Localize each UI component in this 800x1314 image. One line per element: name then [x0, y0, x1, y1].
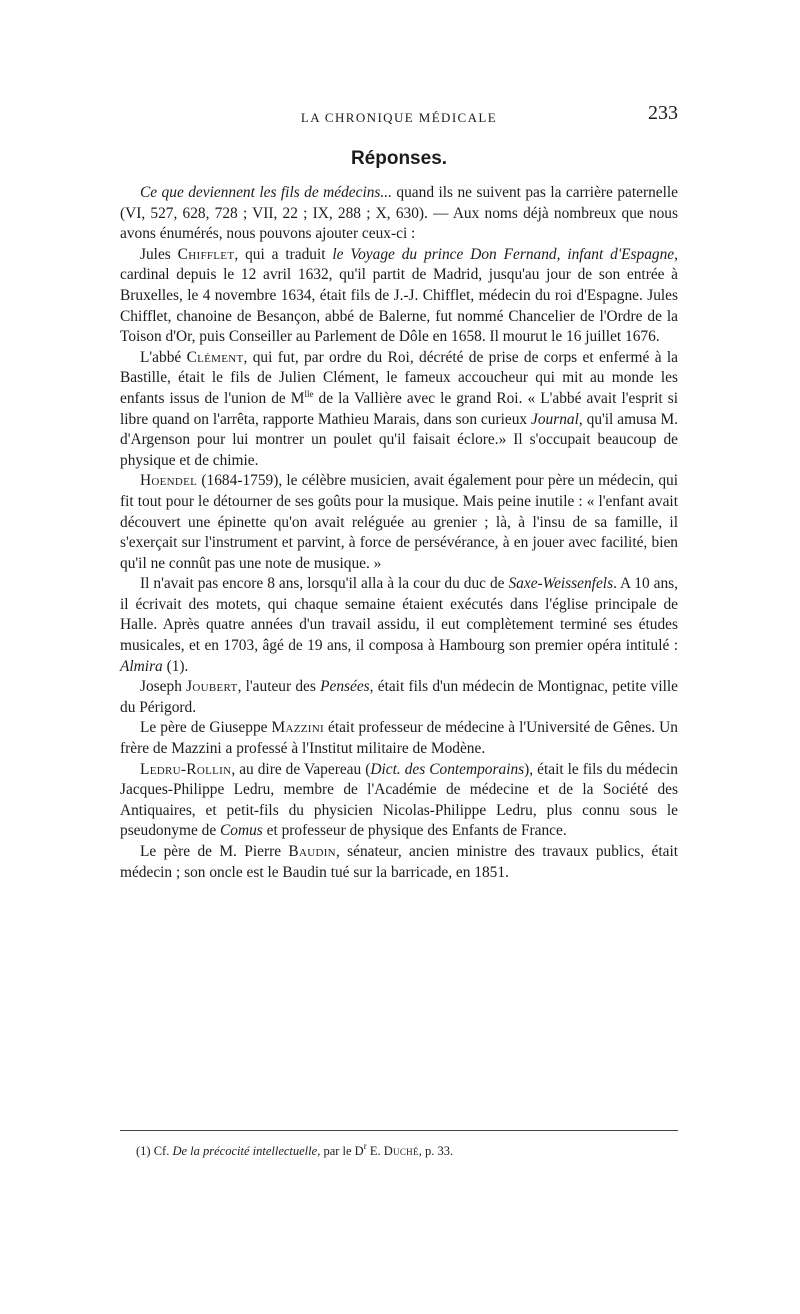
- surname-chifflet: Chifflet: [177, 245, 235, 263]
- text: , au dire de Vapereau (: [231, 760, 371, 778]
- italic-book: Pensées: [320, 678, 370, 696]
- text: . A 10 ans, il écrivait des motets, qui chaque semaine étaient exécutés dans l'église principale de Halle. Après quatre années d'un travail assidu, il eut complètement terminé ses études musicales, et en 1703, âgé de 19 ans, il composa à Hambourg son premier opéra intitulé :: [120, 575, 679, 655]
- surname-ledru-rollin: Ledru-Rollin: [140, 760, 232, 778]
- body-text: [120, 183, 678, 883]
- text: (1).: [162, 657, 189, 675]
- italic-title: le Voyage du prince Don Fernand, infant d'Espagne: [332, 245, 675, 263]
- paragraph-intro: [120, 183, 678, 245]
- running-head: [120, 96, 678, 132]
- paragraph-joubert: [120, 677, 678, 718]
- paragraph-hoendel: [120, 471, 678, 574]
- footnote: [120, 1143, 678, 1159]
- italic-journal: Journal: [530, 410, 579, 428]
- text: quand ils ne suivent pas la carrière paternelle (VI, 527, 628, 728 ; VII, 22 ; IX, 288 ; X, 630). — Aux noms déjà nombreux que nous avons énumérés, nous pouvons ajouter ceux-ci :: [120, 184, 678, 243]
- text: , qui fut, par ordre du Roi, décrété de prise de corps et enfermé à la Bastille, était le fils de Julien Clément, le fameux accoucheur qui mit au monde les enfants issus de l'union de M: [120, 348, 678, 407]
- text: , était fils d'un médecin de Montignac, petite ville du Périgord.: [120, 678, 679, 716]
- text: était professeur de médecine à l'Université de Gênes. Un frère de Mazzini a professé à l'Institut militaire de Modène.: [120, 719, 678, 758]
- surname-hoendel: Hoendel: [140, 472, 198, 490]
- text: (1684-1759), le célèbre musicien, avait également pour père un médecin, qui fit tout pour le détourner de ses goûts pour la musique. Mais peine inutile : « l'enfant avait découvert une épinette qu'on avait reléguée au grenier ; là, à l'insu de sa famille, il s'exerçait sur l'instrument et parvint, à force de persévérance, à en jouer avec facilité, bien qu'il ne connût pas une note de musique. »: [120, 472, 678, 572]
- paragraph-clement: [120, 348, 678, 472]
- paragraph-ledru-rollin: [120, 760, 678, 842]
- page-number: 233: [648, 102, 678, 124]
- surname-baudin: Baudin: [288, 843, 336, 860]
- footnote-rule: [120, 1130, 678, 1131]
- superscript: lle: [304, 388, 314, 399]
- text: , cardinal depuis le 12 avril 1632, qu'il partit de Madrid, jusqu'au jour de son entrée à Bruxelles, le 4 novembre 1634, était fils de J.-J. Chifflet, médecin du roi d'Espagne. Jules Chifflet, chanoine de Besançon, abbé de Balerne, fut nommé Chancelier de l'Ordre de la Toison d'Or, puis Conseiller au Parlement de Dôle en 1658. Il mourut le 16 juillet 1676.: [120, 245, 678, 346]
- running-title: LA CHRONIQUE MÉDICALE: [300, 110, 498, 125]
- text: , sénateur, ancien ministre des travaux publics, était médecin ; son oncle est le Baudin tué sur la barricade, en 1851.: [120, 843, 678, 881]
- text: Jules: [140, 245, 178, 263]
- text: Il n'avait pas encore 8 ans, lorsqu'il alla à la cour du duc de: [140, 575, 509, 593]
- text: , qu'il amusa M. d'Argenson pour lui montrer un poulet qu'il faisait éclore.» Il s'occupait beaucoup de physique et de chimie.: [120, 410, 678, 469]
- text: de la Vallière avec le grand Roi. « L'abbé avait l'esprit si libre quand on l'arrêta, rapporte Mathieu Marais, dans son curieux: [120, 389, 678, 428]
- paragraph-chifflet: [120, 245, 678, 348]
- italic-lead: Ce que deviennent les fils de médecins...: [140, 184, 392, 201]
- superscript: r: [363, 1141, 367, 1151]
- text: Le père de M. Pierre: [140, 843, 289, 860]
- text: (1) Cf.: [136, 1144, 173, 1158]
- text: Joseph: [140, 678, 187, 696]
- paragraph-hoendel-continued: [120, 574, 678, 677]
- surname-mazzini: Mazzini: [271, 719, 324, 737]
- text: et professeur de physique des Enfants de France.: [262, 822, 567, 840]
- italic-comus: Comus: [220, 822, 263, 840]
- text: , par le D: [317, 1144, 364, 1158]
- text: Le père de Giuseppe: [140, 719, 272, 737]
- italic-opera: Almira: [120, 657, 163, 675]
- surname-joubert: Joubert: [186, 678, 238, 696]
- italic-place: Saxe-Weissenfels: [508, 575, 614, 593]
- surname-clement: Clément: [186, 348, 244, 366]
- text: , qui a traduit: [234, 245, 333, 263]
- section-title: Réponses.: [350, 148, 448, 169]
- paragraph-mazzini: [120, 718, 678, 759]
- text: E.: [366, 1144, 384, 1158]
- footnote-author: Duché: [383, 1144, 419, 1158]
- italic-footnote-title: De la précocité intellectuelle: [172, 1144, 318, 1158]
- text: ), était le fils du médecin Jacques-Philippe Ledru, membre de l'Académie de médecine et de la Société des Antiquaires, et petit-fils du physicien Nicolas-Philippe Ledru, plus connu sous le pseudonyme de: [120, 760, 678, 840]
- paragraph-baudin: [120, 842, 678, 883]
- text: , l'auteur des: [237, 678, 321, 696]
- italic-dictionary: Dict. des Contemporains: [370, 760, 525, 778]
- text: , p. 33.: [418, 1144, 454, 1158]
- text: L'abbé: [140, 348, 187, 366]
